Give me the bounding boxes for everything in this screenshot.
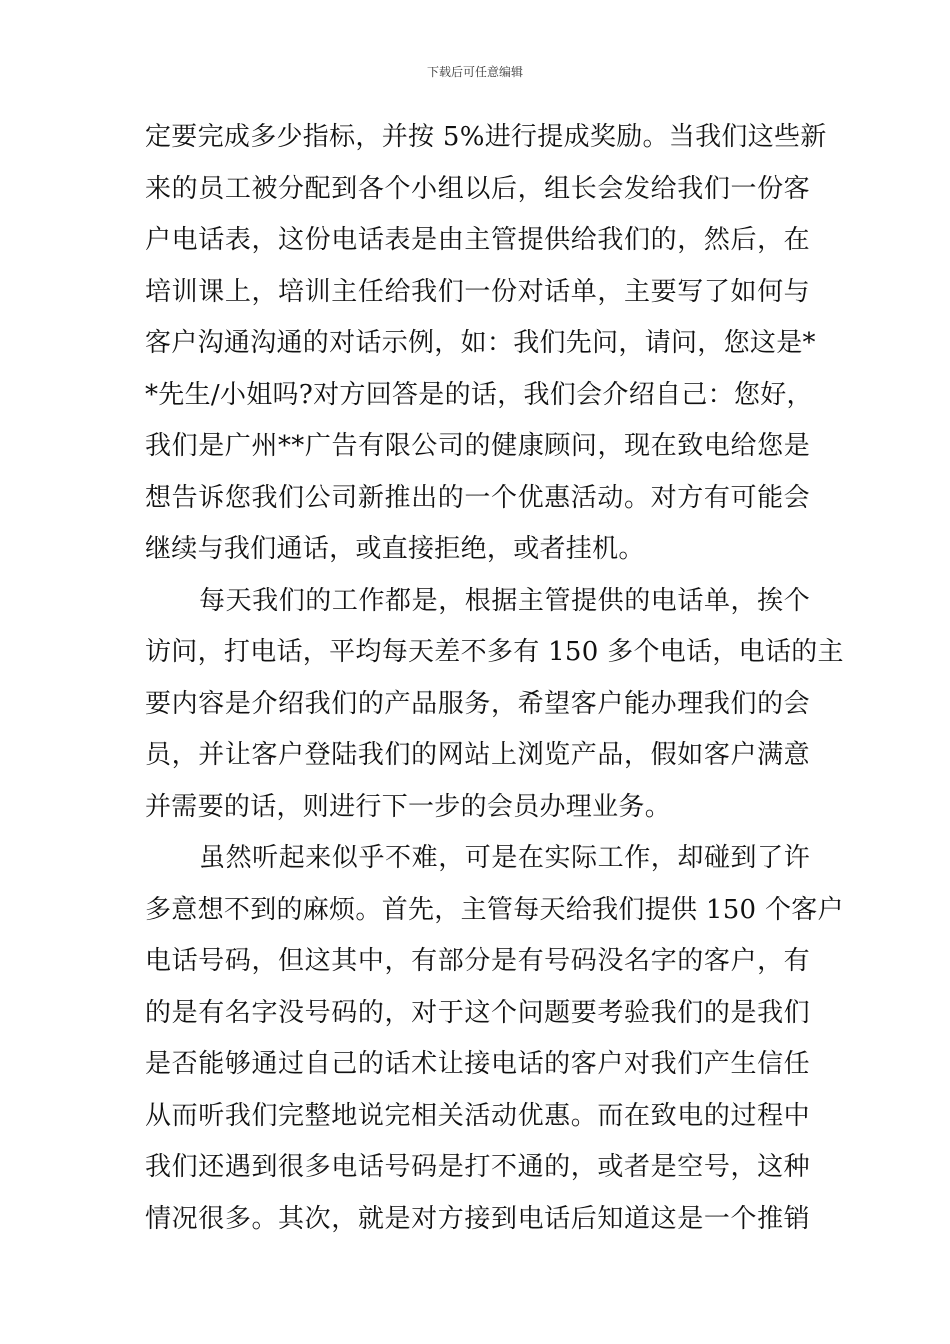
text-line: 并需要的话，则进行下一步的会员办理业务。 bbox=[145, 791, 672, 822]
text-line: 是否能够通过自己的话术让接电话的客户对我们产生信任 bbox=[145, 1049, 810, 1079]
text-line: 多意想不到的麻烦。首先，主管每天给我们提供 150 个客户 bbox=[145, 894, 844, 925]
text-line: 从而听我们完整地说完相关活动优惠。而在致电的过程中 bbox=[145, 1100, 810, 1131]
paragraph bbox=[145, 833, 844, 1245]
text-line: 培训课上，培训主任给我们一份对话单，主要写了如何与 bbox=[145, 276, 810, 307]
text-line: 想告诉您我们公司新推出的一个优惠活动。对方有可能会 bbox=[145, 482, 810, 513]
text-line: 继续与我们通话，或直接拒绝，或者挂机。 bbox=[145, 534, 645, 564]
paragraph bbox=[145, 576, 844, 834]
text-line: 访问，打电话，平均每天差不多有 150 多个电话，电话的主 bbox=[145, 637, 844, 667]
text-line: 来的员工被分配到各个小组以后，组长会发给我们一份客 bbox=[145, 173, 810, 204]
text-line: 定要完成多少指标，并按 5%进行提成奖励。当我们这些新 bbox=[145, 122, 827, 152]
text-line: 我们还遇到很多电话号码是打不通的，或者是空号，这种 bbox=[145, 1152, 810, 1182]
text-line: 我们是广州**广告有限公司的健康顾问，现在致电给您是 bbox=[145, 431, 810, 461]
text-line: 客户沟通沟通的对话示例，如：我们先问，请问，您这是* bbox=[145, 328, 816, 358]
text-line: 电话号码，但这其中，有部分是有号码没名字的客户，有 bbox=[145, 946, 810, 976]
page-header: 下载后可任意编辑 bbox=[426, 65, 523, 79]
text-line: 虽然听起来似乎不难，可是在实际工作，却碰到了许 bbox=[199, 843, 810, 873]
text-line: 每天我们的工作都是，根据主管提供的电话单，挨个 bbox=[199, 585, 810, 616]
document-body bbox=[145, 112, 844, 1245]
paragraph bbox=[145, 112, 827, 576]
text-line: 情况很多。其次，就是对方接到电话后知道这是一个推销 bbox=[145, 1203, 810, 1234]
text-line: 员，并让客户登陆我们的网站上浏览产品，假如客户满意 bbox=[145, 740, 810, 770]
text-line: 要内容是介绍我们的产品服务，希望客户能办理我们的会 bbox=[145, 688, 810, 719]
text-line: *先生/小姐吗?对方回答是的话，我们会介绍自己：您好， bbox=[145, 379, 813, 410]
text-line: 的是有名字没号码的，对于这个问题要考验我们的是我们 bbox=[145, 997, 810, 1028]
text-line: 户电话表，这份电话表是由主管提供给我们的，然后，在 bbox=[145, 225, 810, 255]
